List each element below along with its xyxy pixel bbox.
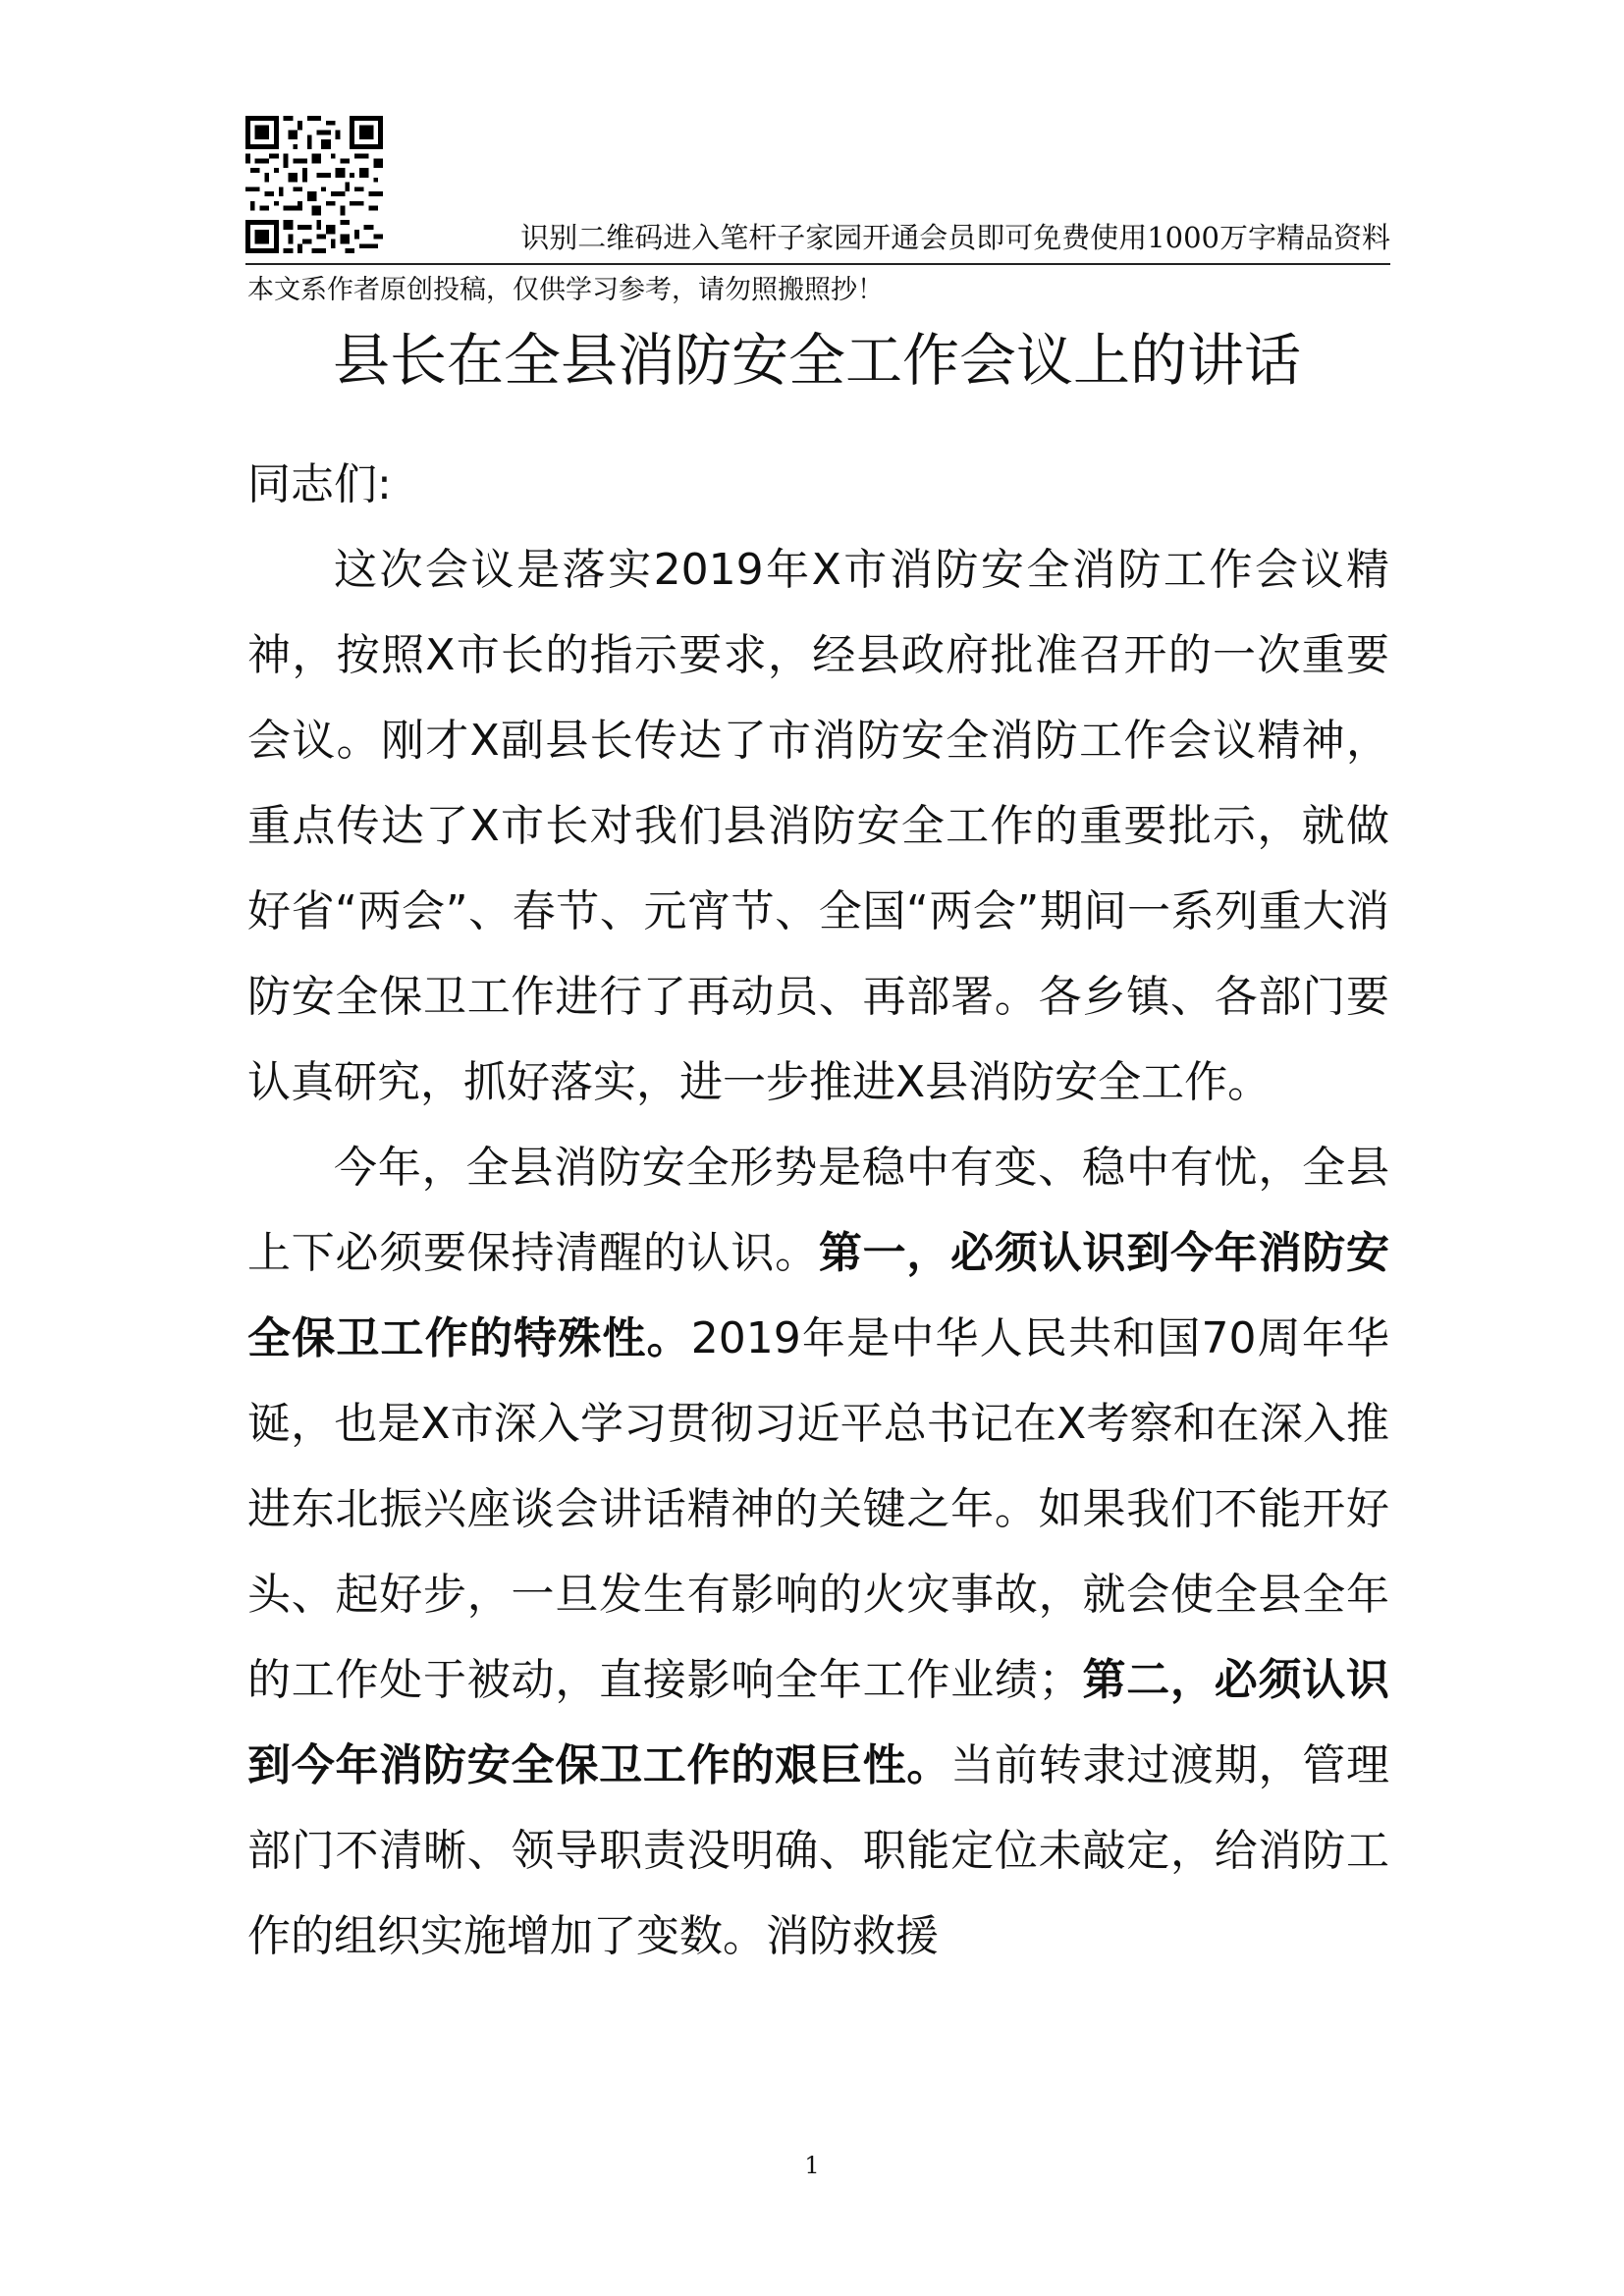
copyright-notice: 本文系作者原创投稿，仅供学习参考，请勿照搬照抄！ [247,275,884,305]
document-title: 县长在全县消防安全工作会议上的讲话 [332,327,1301,394]
paragraph-2-bold-point-1: 第一，必须认识到今年消防安全保卫工作的特殊性。 [247,1228,1390,1363]
paragraph-2-bold-point-2: 第二，必须认识到今年消防安全保卫工作的艰巨性。 [247,1655,1390,1790]
paragraph-2-text-2: 2019年是中华人民共和国70周年华诞，也是X市深入学习贯彻习近平总书记在X考察和在深入推进东北振兴座谈会讲话精神的关键之年。如果我们不能开好头、起好步，一旦发生有影响的火灾事故，就会使全县全年的工作处于被动，直接影响全年工作业绩； [247,1313,1390,1705]
document-body [247,442,1389,1979]
header-divider [245,263,1390,265]
salutation: 同志们: [247,459,392,509]
page-number: 1 [804,2152,820,2179]
page-header [245,116,1390,265]
paragraph-2-text-3: 当前转隶过渡期，管理部门不清晰、领导职责没明确、职能定位未敲定，给消防工作的组织实施增加了变数。消防救援 [247,1740,1390,1961]
promo-text: 识别二维码进入笔杆子家园开通会员即可免费使用1000万字精品资料 [520,221,1390,254]
qr-code-icon[interactable] [245,116,383,253]
paragraph-2-text-1: 今年，全县消防安全形势是稳中有变、稳中有忧，全县上下必须要保持清醒的认识。 [247,1143,1389,1278]
paragraph-2 [247,1125,1389,1979]
paragraph-1: 这次会议是落实2019年X市消防安全消防工作会议精神，按照X市长的指示要求，经县政府批准召开的一次重要会议。刚才X副县长传达了市消防安全消防工作会议精神，重点传达了X市长对我们县消防安全工作的重要批示，就做好省“两会”、春节、元宵节、全国“两会”期间一系列重大消防安全保卫工作进行了再动员、再部署。各乡镇、各部门要认真研究，抓好落实，进一步推进X县消防安全工作。 [247,545,1389,1107]
